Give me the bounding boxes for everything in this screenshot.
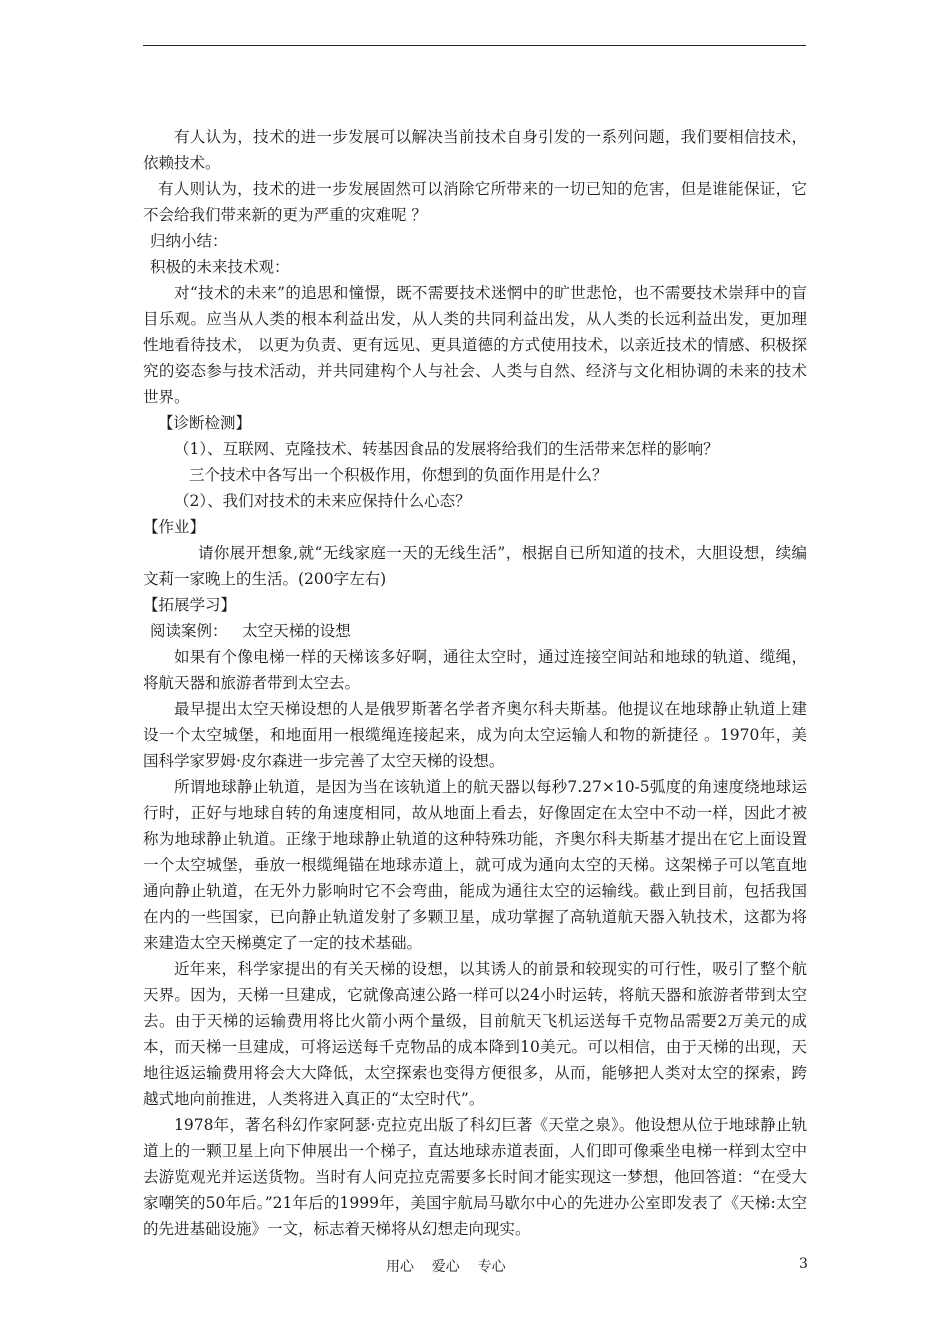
paragraph-recent-years: 近年来，科学家提出的有关天梯的设想，以其诱人的前景和较现实的可行性，吸引了整个航天界。因为，天梯一旦建成，它就像高速公路一样可以24小时运转，将航天器和旅游者带到太空去。由于天梯的运输费用将比火箭小两个量级，目前航天飞机运送每千克物品需要2万美元的成本，而天梯一旦建成，可将运送每千克物品的成本降到10美元。可以相信，由于天梯的出现，天地往返运输费用将会大大降低，太空探索也变得方便很多，从而，能够把人类对太空的探索，跨越式地向前推进，人类将进入真正的“太空时代”。 (143, 960, 807, 1108)
footer-motto: 用心 爱心 专心 (386, 1259, 506, 1275)
question-1-detail: 三个技术中各写出一个积极作用，你想到的负面作用是什么？ (189, 466, 608, 484)
section-heading-diagnosis: 【诊断检测】 (158, 414, 252, 432)
header-rule (143, 45, 806, 46)
section-heading-summary: 归纳小结： (150, 232, 228, 250)
paragraph-elevator-intro: 如果有个像电梯一样的天梯该多好啊，通往太空时，通过连接空间站和地球的轨道、缆绳，将航天器和旅游者带到太空去。 (143, 648, 807, 692)
paragraph-tsiolkovsky: 最早提出太空天梯设想的人是俄罗斯著名学者齐奥尔科夫斯基。他提议在地球静止轨道上建设一个太空城堡，和地面用一根缆绳连接起来，成为向太空运输人和物的新捷径 。1970年，美国科学家罗姆·皮尔森进一步完善了太空天梯的设想。 (143, 700, 807, 770)
section-heading-extended: 【拓展学习】 (143, 596, 237, 614)
paragraph-geostationary: 所谓地球静止轨道，是因为当在该轨道上的航天器以每秒7.27×10-5弧度的角速度绕地球运行时，正好与地球自转的角速度相同，故从地面上看去，好像固定在太空中不动一样，因此才被称为地球静止轨道。正缘于地球静止轨道的这种特殊功能，齐奥尔科夫斯基才提出在它上面设置一个太空城堡，垂放一根缆绳锚在地球赤道上，就可成为通向太空的天梯。这架梯子可以笔直地通向静止轨道，在无外力影响时它不会弯曲，能成为通往太空的运输线。截止到目前，包括我国在内的一些国家，已向静止轨道发射了多颗卫星，成功掌握了高轨道航天器入轨技术，这都为将来建造太空天梯奠定了一定的技术基础。 (143, 778, 807, 952)
question-1: （1）、互联网、克隆技术、转基因食品的发展将给我们的生活带来怎样的影响？ (174, 440, 719, 458)
question-2: （2）、我们对技术的未来应保持什么心态？ (174, 492, 471, 510)
page-number: 3 (799, 1256, 808, 1272)
paragraph-clarke: 1978年，著名科幻作家阿瑟·克拉克出版了科幻巨著《天堂之泉》。他设想从位于地球静止轨道上的一颗卫星上向下伸展出一个梯子，直达地球赤道表面，人们即可像乘坐电梯一样到太空中去游览观光并运送货物。当时有人问克拉克需要多长时间才能实现这一梦想，他回答道：“在受大家嘲笑的50年后。”21年后的1999年，美国宇航局马歇尔中心的先进办公室即发表了《天梯:太空的先进基础设施》一文，标志着天梯将从幻想走向现实。 (143, 1116, 807, 1238)
homework-text: 请你展开想象,就“无线家庭一天的无线生活”，根据自已所知道的技术，大胆设想，续编文莉一家晚上的生活。(200字左右) (143, 544, 807, 588)
section-heading-homework: 【作业】 (143, 518, 206, 536)
paragraph-2: 有人则认为，技术的进一步发展固然可以消除它所带来的一切已知的危害，但是谁能保证，它不会给我们带来新的更为严重的灾难呢 ？ (143, 180, 807, 224)
document-body (143, 124, 807, 1242)
page-footer (0, 1256, 950, 1278)
subheading-positive-view: 积极的未来技术观： (150, 258, 290, 276)
reading-case-title: 阅读案例： 太空天梯的设想 (150, 622, 351, 640)
paragraph-1: 有人认为，技术的进一步发展可以解决当前技术自身引发的一系列问题，我们要相信技术，依赖技术。 (143, 128, 807, 172)
paragraph-positive-view: 对“技术的未来”的追思和憧憬，既不需要技术迷惘中的旷世悲怆，也不需要技术崇拜中的盲目乐观。应当从人类的根本利益出发，从人类的共同利益出发，从人类的长远利益出发，更加理性地看待技术， 以更为负责、更有远见、更具道德的方式使用技术，以亲近技术的情感、积极探究的姿态参与技术活动，并共同建构个人与社会、人类与自然、经济与文化相协调的未来的技术世界。 (143, 284, 807, 406)
